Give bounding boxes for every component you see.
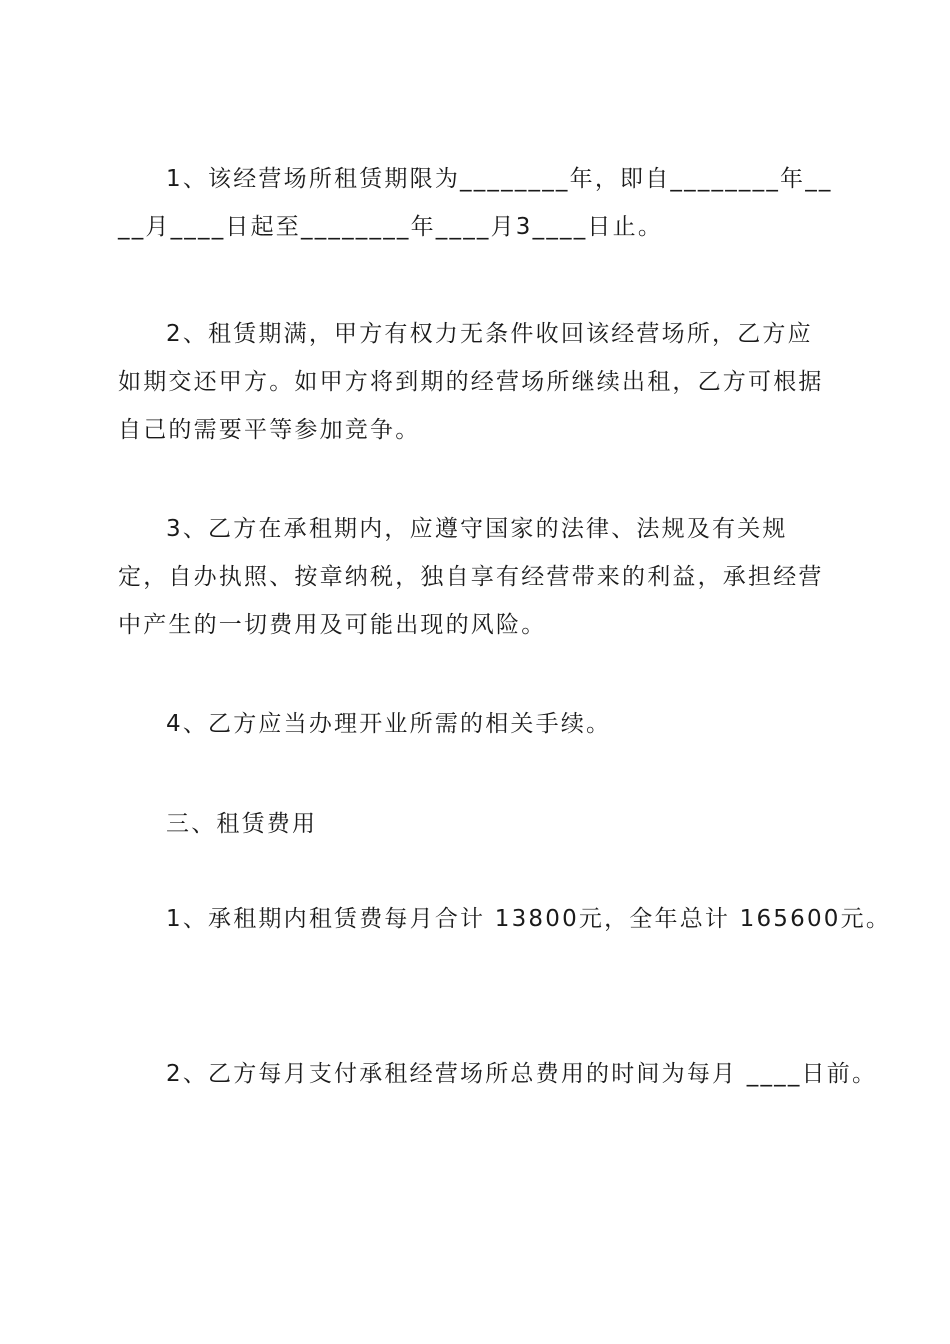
section-heading-rent: 三、租赁费用	[166, 811, 318, 837]
clause-payment-date: 2、乙方每月支付承租经营场所总费用的时间为每月 ____日前。	[166, 1061, 878, 1087]
clause-lease-expiry: 2、租赁期满，甲方有权力无条件收回该经营场所，乙方应如期交还甲方。如甲方将到期的经营场所继续出租，乙方可根据自己的需要平等参加竞争。	[118, 321, 824, 443]
clause-rent-amount: 1、承租期内租赁费每月合计 13800元，全年总计 165600元。	[166, 906, 892, 932]
clause-business-procedures: 4、乙方应当办理开业所需的相关手续。	[166, 711, 612, 737]
clause-lease-term: 1、该经营场所租赁期限为________年，即自________年____月____日起至________年____月3____日止。	[118, 166, 833, 240]
clause-tenant-obligations: 3、乙方在承租期内，应遵守国家的法律、法规及有关规定，自办执照、按章纳税，独自享有经营带来的利益，承担经营中产生的一切费用及可能出现的风险。	[118, 516, 824, 638]
